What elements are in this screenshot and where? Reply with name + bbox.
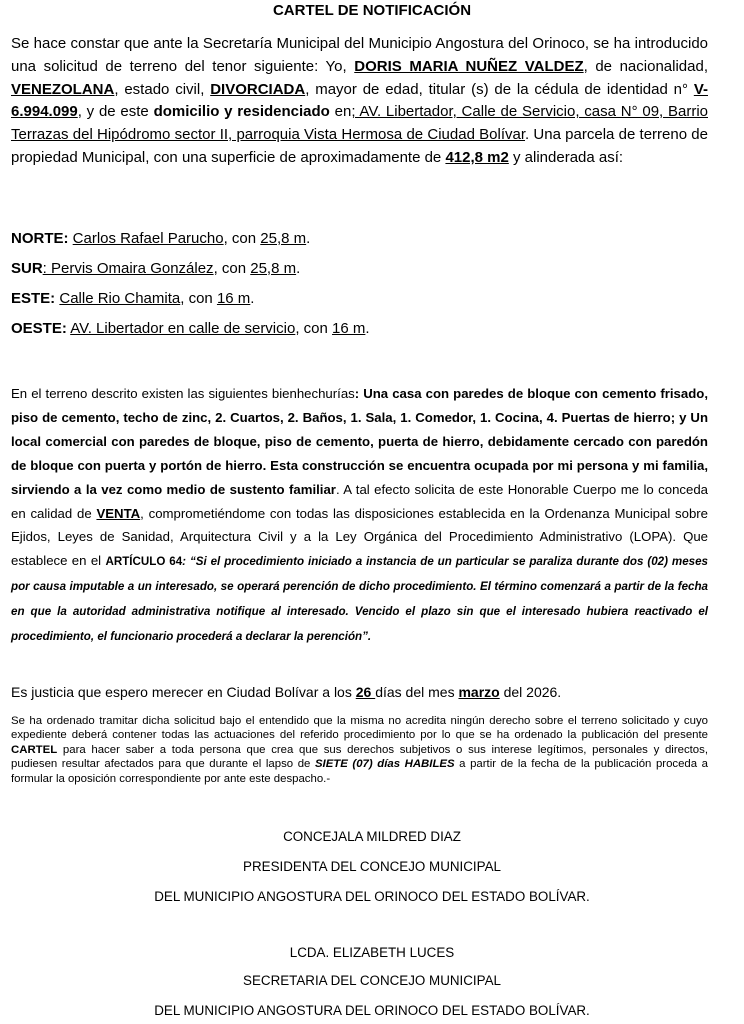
signature-1-role: PRESIDENTA DEL CONCEJO MUNICIPAL — [243, 859, 501, 874]
address: ; AV. Libertador, Calle de Servicio, casa N° 09, Barrio Terrazas del Hipódromo sector II, parroquia Vista Hermosa de Ciudad Bolívar — [11, 103, 708, 144]
signature-2-org: DEL MUNICIPIO ANGOSTURA DEL ORINOCO DEL ESTADO BOLÍVAR. — [154, 1003, 590, 1018]
justice-day: 26 — [355, 684, 376, 700]
boundary-owner: Calle Rio Chamita — [59, 290, 181, 307]
boundary-measure: 25,8 m — [250, 260, 297, 277]
boundary-connector: , con — [223, 230, 261, 247]
signature-1-org: DEL MUNICIPIO ANGOSTURA DEL ORINOCO DEL ESTADO BOLÍVAR. — [154, 889, 590, 904]
boundary-measure: 16 m — [332, 320, 366, 337]
nationality: VENEZOLANA — [11, 80, 115, 98]
article-quote: : “Si el procedimiento iniciado a instancia de un particular se paraliza durante dos (02) meses por causa imputable a un interesado, se operará perención de dicho procedimiento. El término comenzará a partir de la fecha en que la autoridad administrativa notifique al interesado. Vencido el plazo sin que el interesado hubiera reactivado el procedimiento, el funcionario procederá a declarar la perención”. — [11, 555, 708, 644]
boundary-measure: 25,8 m — [260, 230, 307, 247]
justice-month: marzo — [458, 684, 500, 700]
intro-text-6: en — [329, 103, 352, 121]
signature-2-name: LCDA. ELIZABETH LUCES — [289, 945, 455, 960]
boundary-south — [11, 259, 300, 279]
justice-text-1: Es justicia que espero merecer en Ciudad Bolívar a los — [11, 684, 356, 700]
intro-text-8: y alinderada así: — [508, 148, 624, 166]
intro-text-4: , mayor de edad, titular (s) de la cédula de identidad n° — [305, 80, 694, 98]
boundary-connector: , con — [213, 260, 251, 277]
sale-type: VENTA — [96, 505, 141, 521]
improvements-description: : Una casa con paredes de bloque con cemento frisado, piso de cemento, techo de zinc, 2. Cuartos, 2. Baños, 1. Sala, 1. Comedor, 1. Cocina, 4. Puertas de hierro; y Un local comercial con paredes de bloque, piso de cemento, puerta de hierro, debidamente cercado con paredón de bloque con puerta y portón de hierro. Esta construcción se encuentra ocupada por mi persona y mi familia, sirviendo a la vez como medio de sustento familiar — [11, 386, 709, 497]
cartel-word: CARTEL — [11, 743, 58, 756]
improvements-text-3: , comprometiéndome con todas las disposiciones establecida en la Ordenanza Municipal sobre Ejidos, Leyes de Sanidad, Arquitectura Civil y a la Ley Orgánica del Procedimiento Administrativo (LOPA). Que establece en el — [11, 505, 709, 569]
boundary-label: ESTE: — [11, 290, 56, 307]
boundary-east — [11, 289, 254, 309]
boundary-measure: 16 m — [216, 290, 251, 307]
improvements-text-1: En el terreno descrito existen las siguientes bienhechurías — [11, 386, 355, 401]
justice-text-3: del 2026. — [499, 684, 562, 700]
boundary-label: SUR — [11, 260, 43, 277]
boundary-end: . — [250, 290, 255, 307]
notice-text-1: Se ha ordenado tramitar dicha solicitud bajo el entendido que la misma no acredita ningún derecho sobre el terreno solicitado y cuyo expediente deberá contener todas las actuaciones del referido procedimiento por lo que se ha ordenado la publicación del presente — [11, 715, 708, 742]
notice-text-3: a partir de la fecha de la publicación proceda a formular la oposición correspondiente por ante este despacho.- — [11, 758, 709, 785]
improvements-text-2: . A tal efecto solicita de este Honorable Cuerpo me lo conceda en calidad de — [11, 481, 708, 521]
signature-2-role: SECRETARIA DEL CONCEJO MUNICIPAL — [243, 973, 501, 988]
domicile-label: domicilio y residenciado — [153, 103, 330, 121]
improvements-paragraph — [11, 382, 708, 649]
boundary-owner: AV. Libertador en calle de servicio — [70, 320, 296, 337]
boundary-west — [11, 319, 370, 339]
notice-paragraph — [11, 714, 708, 786]
civil-status: DIVORCIADA — [210, 80, 306, 98]
justice-line — [11, 682, 561, 702]
intro-text-5: , y de este — [77, 103, 154, 121]
intro-text-1: Se hace constar que ante la Secretaría Municipal del Municipio Angostura del Orinoco, se ha introducido una solicitud de terreno del tenor siguiente: Yo, — [11, 35, 708, 75]
intro-text-3: , estado civil, — [114, 80, 211, 98]
notice-text-2: para hacer saber a toda persona que crea que sus derechos subjetivos o sus interese legítimos, personales y directos, pudiesen resultar afectados para que durante el lapso de — [11, 743, 708, 771]
applicant-name: DORIS MARIA NUÑEZ VALDEZ — [354, 57, 584, 75]
boundary-label: OESTE: — [11, 320, 67, 337]
id-number: V-6.994.099 — [11, 80, 708, 121]
boundary-owner: : Pervis Omaira González — [42, 260, 214, 277]
notice-period: SIETE (07) días HABILES — [314, 758, 455, 771]
boundary-end: . — [306, 230, 311, 247]
boundary-connector: , con — [180, 290, 217, 307]
signature-1-name: CONCEJALA MILDRED DIAZ — [283, 829, 461, 844]
boundary-label: NORTE: — [11, 230, 69, 247]
document-title: CARTEL DE NOTIFICACIÓN — [272, 2, 472, 19]
boundary-end: . — [365, 320, 370, 337]
article-reference: ARTÍCULO 64 — [105, 555, 183, 569]
intro-text-2: , de nacionalidad, — [583, 57, 708, 75]
boundary-end: . — [296, 260, 301, 277]
intro-paragraph — [11, 33, 708, 170]
boundary-connector: , con — [295, 320, 333, 337]
intro-text-7: . Una parcela de terreno de propiedad Municipal, con una superficie de aproximadamente de — [11, 126, 708, 166]
land-area: 412,8 m2 — [445, 148, 509, 166]
justice-text-2: días del mes — [375, 684, 459, 700]
boundary-north — [11, 229, 310, 249]
boundary-owner: Carlos Rafael Parucho — [72, 230, 224, 247]
